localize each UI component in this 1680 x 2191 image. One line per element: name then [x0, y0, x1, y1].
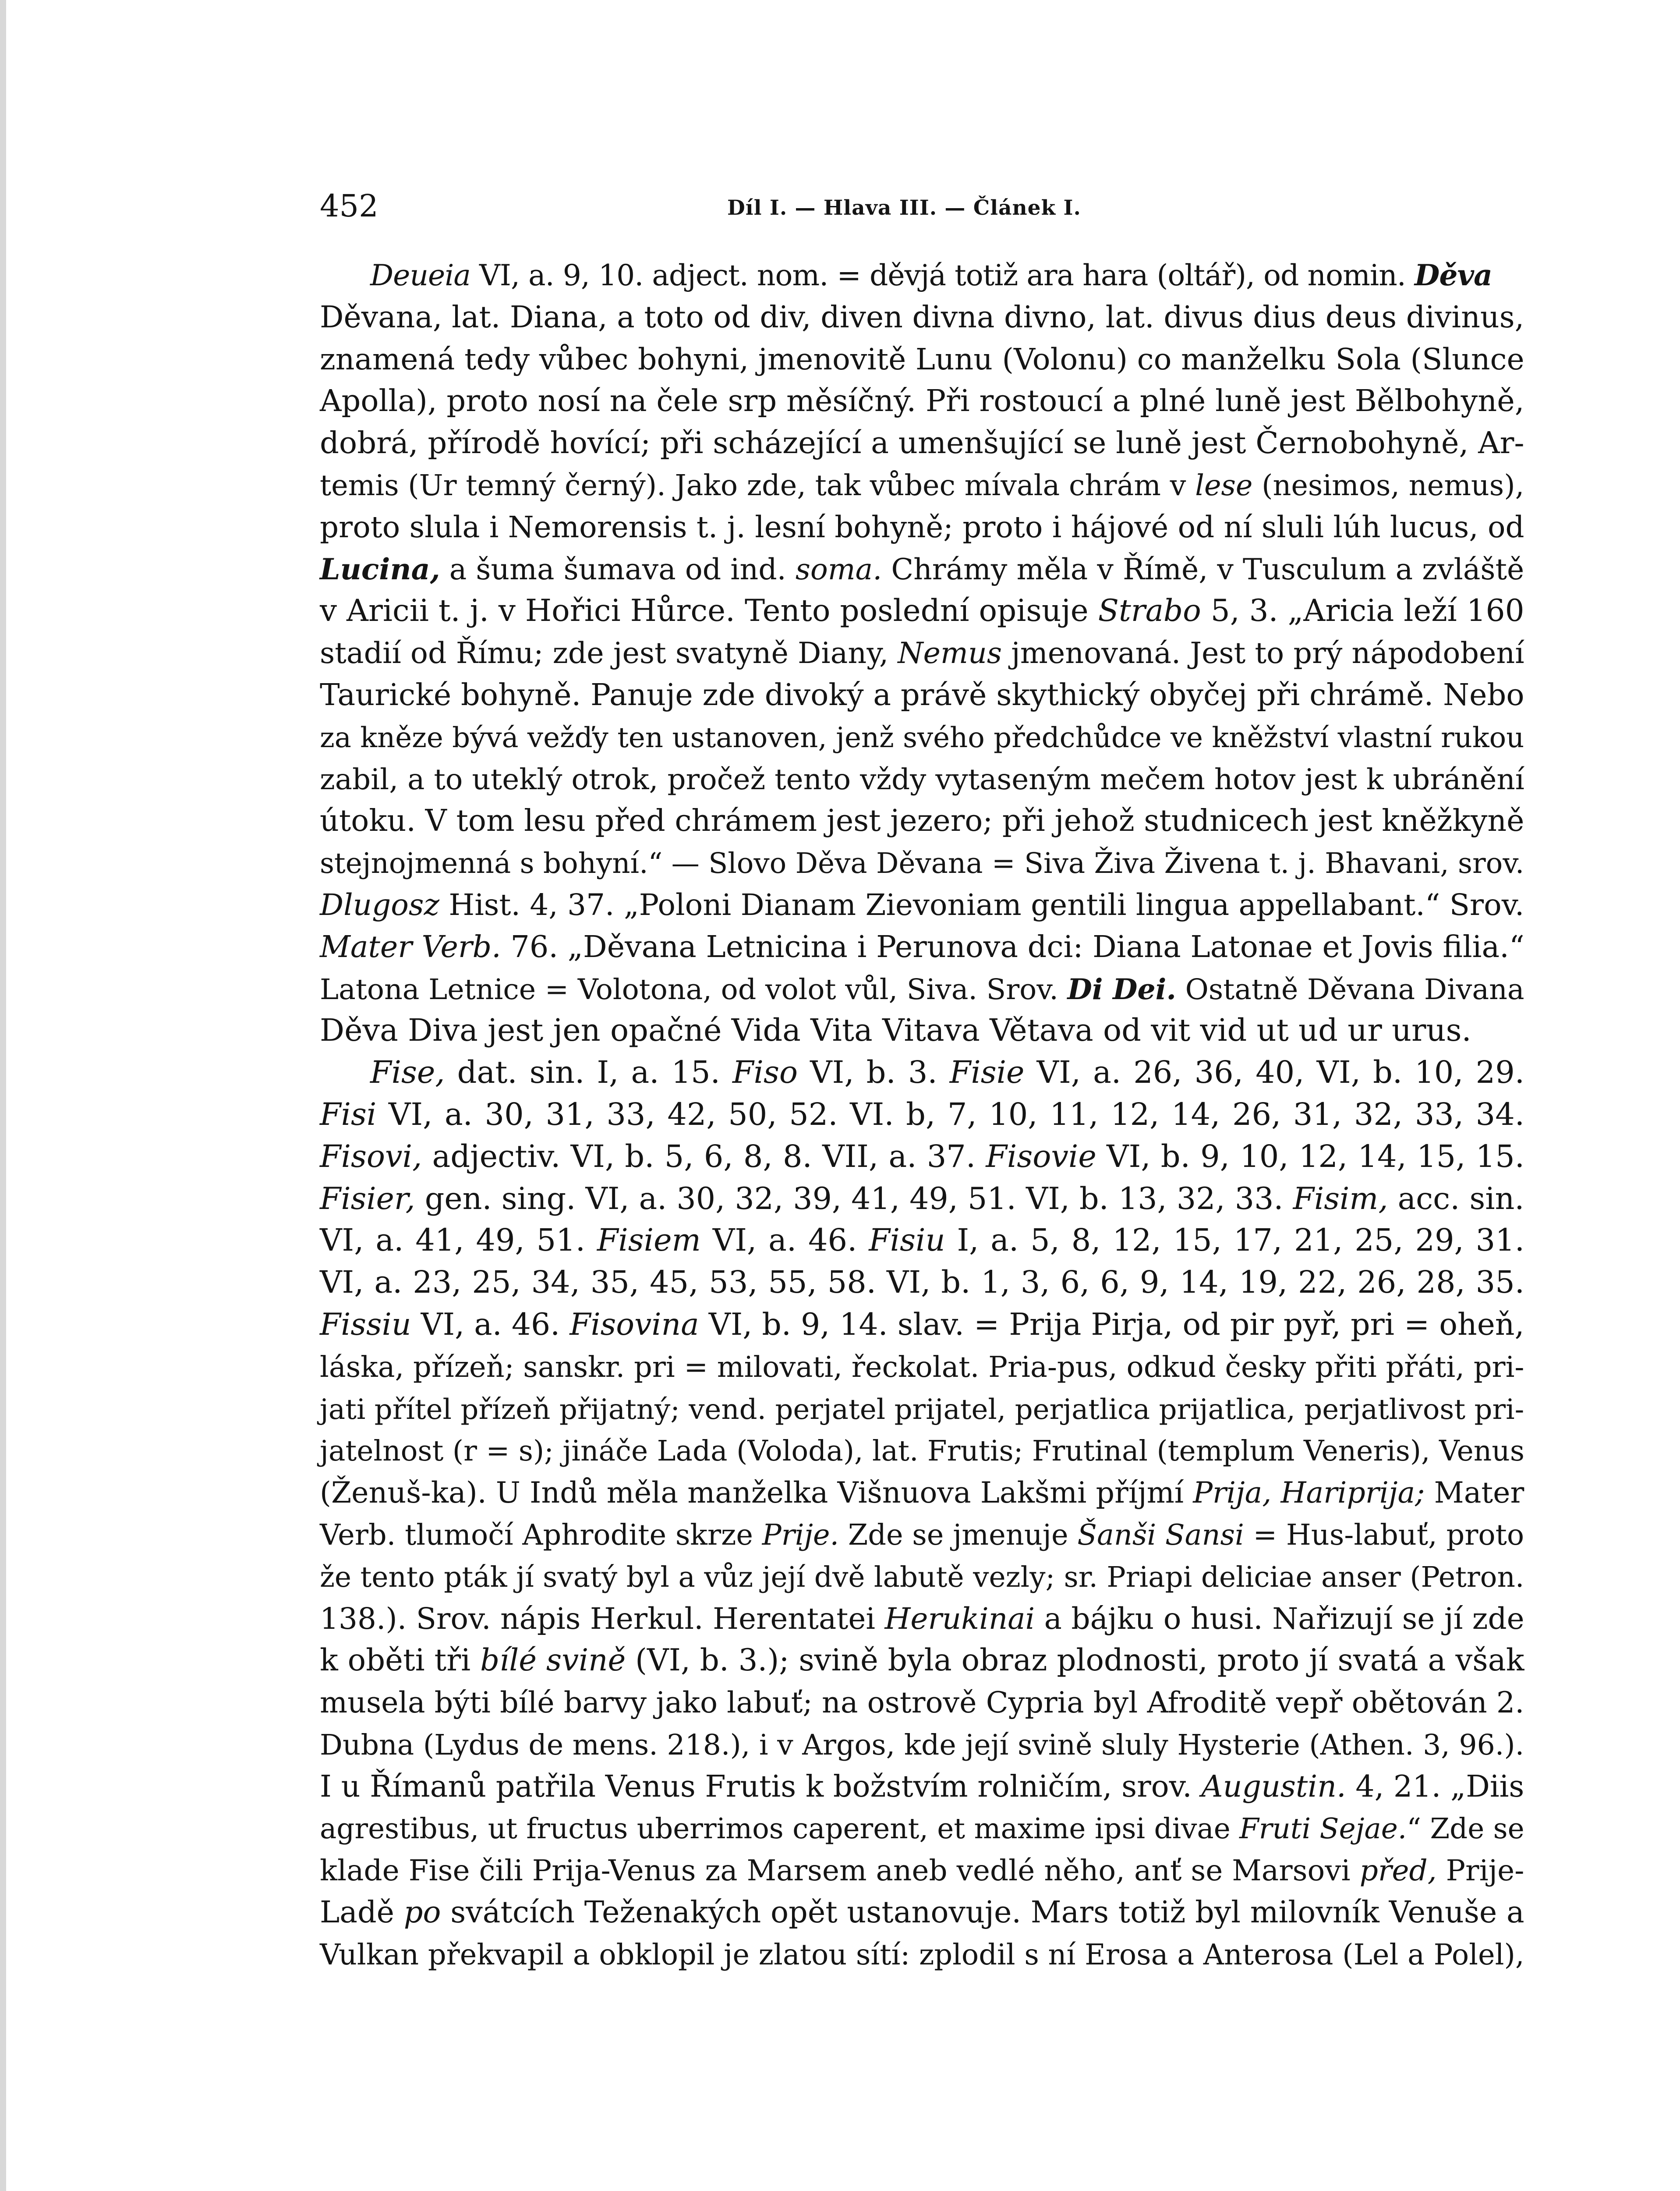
text-line — [320, 1556, 1524, 1598]
text-run: Vulkan překvapil a obklopil je zlatou sítí: zplodil s ní Erosa a Anterosa (Lel a Polel), — [320, 1938, 1524, 1971]
text-run: VI, a. 30, 31, 33, 42, 50, 52. VI. b, 7, 10, 11, 12, 14, 26, 31, 32, 33, 34. — [376, 1096, 1524, 1132]
text-line — [320, 1136, 1524, 1178]
text-line — [320, 296, 1524, 338]
text-run: Děva Diva jest jen opačné Vida Vita Vitava Větava od vit vid ut ud ur urus. — [320, 1012, 1471, 1049]
text-run: znamená tedy vůbec bohyni, jmenovitě Lunu (Volonu) co manželku Sola (Slunce — [320, 342, 1524, 377]
text-run: jmenovaná. Jest to prý nápodobení — [1002, 636, 1524, 670]
text-line — [320, 1220, 1524, 1262]
text-run: agrestibus, ut fructus uberrimos caperent, et maxime ipsi divae — [320, 1812, 1240, 1846]
text-run: I u Římanů patřila Venus Frutis k božstvím rolničím, srov. — [320, 1769, 1202, 1804]
emphasis-text: Fise, — [370, 1054, 445, 1091]
text-run: dobrá, přírodě hovící; při scházející a umenšující se luně jest Černobohyně, Ar- — [320, 425, 1524, 461]
emphasis-text: Di Dei. — [1067, 972, 1176, 1006]
emphasis-text: soma. — [795, 552, 882, 586]
text-run: Taurické bohyně. Panuje zde divoký a právě skythický obyčej při chrámě. Nebo — [320, 677, 1524, 713]
emphasis-text: Nemus — [898, 636, 1002, 670]
text-run: Ostatně Děvana Divana — [1176, 973, 1524, 1006]
text-line — [320, 548, 1524, 590]
text-run: gen. sing. VI, a. 30, 32, 39, 41, 49, 51. VI, b. 13, 32, 33. — [415, 1181, 1293, 1216]
text-run: jatelnost (r = s); jináče Lada (Voloda), lat. Frutis; Frutinal (templum Veneris), Venus — [320, 1435, 1524, 1468]
text-line — [320, 1429, 1524, 1471]
text-line — [320, 1346, 1524, 1388]
text-run: = Hus-labuť, proto — [1244, 1518, 1524, 1552]
text-run: dat. sin. I, a. 15. — [445, 1054, 732, 1091]
text-run: musela býti bílé barvy jako labuť; na ostrově Cypria byl Afroditě vepř obětován 2. — [320, 1685, 1524, 1720]
text-run: zabil, a to uteklý otrok, pročež tento vždy vytaseným mečem hotov jest k ubránění — [320, 762, 1524, 796]
text-run: a bájku o husi. Nařizují se jí zde — [1035, 1601, 1524, 1636]
text-line — [320, 254, 1524, 296]
text-run: že tento pták jí svatý byl a vůz její dvě labutě vezly; sr. Priapi deliciae anser (Petron. — [320, 1560, 1524, 1594]
emphasis-text: Šanši Sansi — [1077, 1518, 1244, 1552]
emphasis-text: Fisier, — [320, 1181, 415, 1216]
text-line — [320, 716, 1524, 758]
text-run: Mater — [1425, 1475, 1524, 1510]
text-run: útoku. V tom lesu před chrámem jest jezero; při jehož studnicech jest kněžkyně — [320, 804, 1524, 839]
text-line — [320, 1681, 1524, 1723]
text-run: VI, b. 9, 10, 12, 14, 15, 15. — [1096, 1138, 1524, 1174]
text-run: jati přítel přízeň přijatný; vend. perjatel prijatel, perjatlica prijatlica, perjatlivost pri- — [320, 1393, 1524, 1426]
emphasis-text: Fruti Sejae. — [1239, 1812, 1407, 1846]
emphasis-text: Prije. — [762, 1518, 839, 1552]
text-run: adjectiv. VI, b. 5, 6, 8, 8. VII, a. 37. — [422, 1138, 986, 1174]
text-run: Prije- — [1436, 1854, 1524, 1888]
text-line — [320, 674, 1524, 716]
text-line — [320, 632, 1524, 674]
emphasis-text: lese — [1195, 469, 1253, 502]
text-line — [320, 968, 1524, 1010]
text-run: acc. sin. — [1388, 1181, 1524, 1216]
text-run: svátcích Teženakých opět ustanovuje. Mars totiž byl milovník Venuše a — [441, 1895, 1524, 1930]
text-line — [320, 590, 1524, 632]
text-run: VI, a. 46. — [411, 1307, 570, 1342]
text-run: VI, a. 46. — [700, 1222, 869, 1259]
text-run: za kněze bývá vežďy ten ustanoven, jenž svého předchůdce ve kněžství vlastní rukou — [320, 721, 1524, 754]
text-line — [320, 1094, 1524, 1136]
text-line — [320, 1849, 1524, 1891]
text-line — [320, 338, 1524, 380]
text-line — [320, 758, 1524, 800]
text-line — [320, 1598, 1524, 1640]
text-line — [320, 1766, 1524, 1808]
text-line — [320, 1052, 1524, 1094]
text-line — [320, 380, 1524, 422]
text-run: Zde se jmenuje — [839, 1518, 1078, 1552]
text-run: 76. „Děvana Letnicina i Perunova dci: Diana Latonae et Jovis filia.“ — [501, 929, 1524, 964]
text-run: (nesimos, nemus), — [1252, 469, 1524, 502]
text-line — [320, 926, 1524, 968]
text-run: Apolla), proto nosí na čele srp měsíčný. Při rostoucí a plné luně jest Bělbohyně, — [320, 383, 1524, 419]
emphasis-text: Fisovie — [986, 1138, 1096, 1174]
text-run: (Ženuš-ka). U Indů měla manželka Višnuova Lakšmi příjmí — [320, 1475, 1193, 1510]
emphasis-text: Dlugosz — [320, 887, 439, 922]
text-line — [320, 1010, 1524, 1052]
text-run: Chrámy měla v Římě, v Tusculum a zvláště — [882, 552, 1524, 586]
text-line — [320, 800, 1524, 842]
body-text — [320, 254, 1524, 1975]
emphasis-text: Fisim, — [1293, 1181, 1388, 1216]
text-run: Latona Letnice = Volotona, od volot vůl, Siva. Srov. — [320, 973, 1068, 1006]
text-line — [320, 1807, 1524, 1849]
text-line — [320, 1639, 1524, 1681]
text-line — [320, 884, 1524, 926]
emphasis-text: Fisovi, — [320, 1138, 422, 1174]
emphasis-text: Strabo — [1098, 593, 1201, 629]
text-line — [320, 1388, 1524, 1430]
emphasis-text: Fiso — [732, 1054, 798, 1091]
text-run: “ Zde se — [1407, 1812, 1524, 1846]
text-line — [320, 1723, 1524, 1766]
text-run: 4, 21. „Diis — [1346, 1769, 1524, 1804]
text-run: v Aricii t. j. v Hořici Hůrce. Tento poslední opisuje — [320, 593, 1098, 629]
emphasis-text: Fisiu — [869, 1222, 945, 1259]
text-run: klade Fise čili Prija-Venus za Marsem aneb vedlé něho, anť se Marsovi — [320, 1854, 1360, 1888]
text-run: I, a. 5, 8, 12, 15, 17, 21, 25, 29, 31. — [945, 1222, 1524, 1259]
emphasis-text: Augustin. — [1201, 1769, 1346, 1804]
text-run: VI, b. 9, 14. slav. = Prija Pirja, od pir pyř, pri = oheň, — [699, 1307, 1524, 1342]
text-line — [320, 422, 1524, 464]
emphasis-text: Děva — [1414, 258, 1492, 292]
text-run: stadií od Římu; zde jest svatyně Diany, — [320, 636, 898, 670]
text-run: Dubna (Lydus de mens. 218.), i v Argos, kde její svině sluly Hysterie (Athen. 3, 96.). — [320, 1728, 1524, 1762]
text-run: VI, a. 41, 49, 51. — [320, 1222, 597, 1259]
text-line — [320, 1471, 1524, 1514]
text-line — [320, 1933, 1524, 1975]
text-run: (VI, b. 3.); svině byla obraz plodnosti, proto jí svatá a však — [626, 1643, 1524, 1678]
text-line — [320, 464, 1524, 506]
page-header — [320, 188, 1524, 223]
text-run: láska, přízeň; sanskr. pri = milovati, řeckolat. Pria-pus, odkud česky přiti přáti, pri- — [320, 1350, 1524, 1384]
text-line — [320, 506, 1524, 548]
emphasis-text: před, — [1359, 1854, 1437, 1888]
scan-edge — [0, 0, 6, 2191]
emphasis-text: Fisi — [320, 1096, 377, 1132]
text-run: Hist. 4, 37. „Poloni Dianam Zievoniam gentili lingua appellabant.“ Srov. — [439, 887, 1524, 922]
text-line — [320, 1891, 1524, 1933]
text-run: VI, a. 9, 10. adject. nom. = děvjá totiž ara hara (oltář), od nomin. — [470, 259, 1415, 292]
emphasis-text: Fissiu — [320, 1307, 411, 1342]
text-line — [320, 842, 1524, 884]
emphasis-text: po — [403, 1895, 441, 1930]
text-run: Děvana, lat. Diana, a toto od div, diven divna divno, lat. divus dius deus divinus, — [320, 300, 1524, 335]
text-run: 138.). Srov. nápis Herkul. Herentatei — [320, 1601, 885, 1636]
text-run: Verb. tlumočí Aphrodite skrze — [320, 1518, 762, 1552]
text-run: proto slula i Nemorensis t. j. lesní bohyně; proto i hájové od ní sluli lúh lucus, od — [320, 510, 1524, 544]
text-run: a šuma šumava od ind. — [440, 552, 796, 586]
emphasis-text: Fisiem — [597, 1222, 701, 1259]
emphasis-text: bílé svině — [480, 1643, 626, 1678]
text-line — [320, 1178, 1524, 1220]
emphasis-text: Fisie — [949, 1054, 1025, 1091]
running-head: Díl I. — Hlava III. — Článek I. — [727, 196, 1081, 220]
text-run: VI, a. 26, 36, 40, VI, b. 10, 29. — [1024, 1054, 1524, 1091]
emphasis-text: Lucina, — [320, 552, 440, 586]
text-run: k oběti tři — [320, 1643, 481, 1678]
text-line — [320, 1514, 1524, 1556]
text-run: temis (Ur temný černý). Jako zde, tak vůbec mívala chrám v — [320, 469, 1195, 502]
text-run: Ladě — [320, 1895, 404, 1930]
text-line — [320, 1304, 1524, 1346]
text-run: VI, a. 23, 25, 34, 35, 45, 53, 55, 58. VI, b. 1, 3, 6, 6, 9, 14, 19, 22, 26, 28, 35. — [320, 1264, 1524, 1301]
text-run: VI, b. 3. — [798, 1054, 950, 1091]
text-line — [320, 1262, 1524, 1304]
text-run: 5, 3. „Aricia leží 160 — [1201, 593, 1524, 629]
emphasis-text: Prija, Hariprija; — [1193, 1475, 1425, 1510]
emphasis-text: Herukinai — [884, 1601, 1035, 1636]
text-run: stejnojmenná s bohyní.“ — Slovo Děva Děvana = Siva Živa Živena t. j. Bhavani, srov. — [320, 847, 1524, 880]
emphasis-text: Mater Verb. — [320, 929, 501, 964]
emphasis-text: Deueia — [370, 259, 470, 292]
page-number: 452 — [320, 188, 378, 224]
emphasis-text: Fisovina — [569, 1307, 699, 1342]
